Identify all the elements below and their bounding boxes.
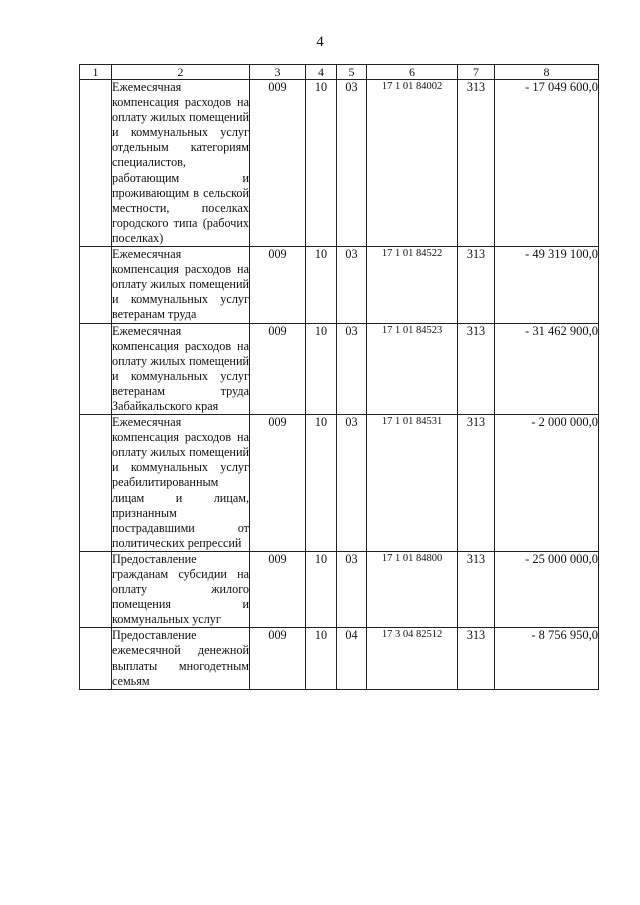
row-number-cell: [80, 80, 112, 247]
column-header-6: 6: [367, 65, 458, 80]
row-number-cell: [80, 628, 112, 689]
ministry-code-cell: 009: [250, 551, 306, 627]
expense-name-cell: Ежемесячная компенсация расходов на оплату жилых помещений и коммунальных услуг реабилитированным лицам и лицам, признанным пострадавшими от политических репрессий: [112, 415, 249, 550]
expense-type-cell: 313: [458, 323, 495, 415]
amount-cell: - 31 462 900,0: [495, 323, 599, 415]
subsection-code-cell: 03: [337, 80, 367, 247]
target-article-cell: 17 1 01 84523: [367, 323, 458, 415]
table-row: [80, 415, 599, 552]
section-code-cell: 10: [306, 628, 337, 689]
budget-table: [79, 64, 599, 690]
column-header-3: 3: [250, 65, 306, 80]
subsection-code-cell: 03: [337, 551, 367, 627]
amount-cell: - 2 000 000,0: [495, 415, 599, 552]
expense-name-cell: Ежемесячная компенсация расходов на оплату жилых помещений и коммунальных услуг ветеранам труда Забайкальского края: [112, 323, 249, 413]
column-header-7: 7: [458, 65, 495, 80]
subsection-code-cell: 03: [337, 247, 367, 323]
column-header-2: 2: [112, 65, 250, 80]
column-header-8: 8: [495, 65, 599, 80]
header-row: [80, 65, 599, 80]
section-code-cell: 10: [306, 247, 337, 323]
amount-cell: - 25 000 000,0: [495, 551, 599, 627]
section-code-cell: 10: [306, 415, 337, 552]
ministry-code-cell: 009: [250, 415, 306, 552]
expense-type-cell: 313: [458, 551, 495, 627]
expense-name-cell: Предоставление гражданам субсидии на оплату жилого помещения и коммунальных услуг: [112, 551, 249, 627]
table-row: [80, 80, 599, 247]
target-article-cell: 17 1 01 84531: [367, 415, 458, 552]
row-number-cell: [80, 323, 112, 415]
row-number-cell: [80, 247, 112, 323]
target-article-cell: 17 1 01 84002: [367, 80, 458, 247]
row-number-cell: [80, 551, 112, 627]
target-article-cell: 17 1 01 84800: [367, 551, 458, 627]
column-header-1: 1: [80, 65, 112, 80]
section-code-cell: 10: [306, 551, 337, 627]
expense-type-cell: 313: [458, 80, 495, 247]
column-header-5: 5: [337, 65, 367, 80]
expense-name-cell: Ежемесячная компенсация расходов на оплату жилых помещений и коммунальных услуг отдельным категориям специалистов, работающим и проживающим в сельской местности, поселках городского типа (рабочих поселках): [112, 80, 249, 245]
subsection-code-cell: 03: [337, 323, 367, 415]
target-article-cell: 17 3 04 82512: [367, 628, 458, 689]
ministry-code-cell: 009: [250, 80, 306, 247]
page-number: 4: [316, 34, 324, 50]
amount-cell: - 49 319 100,0: [495, 247, 599, 323]
ministry-code-cell: 009: [250, 628, 306, 689]
expense-name-cell: Предоставление ежемесячной денежной выплаты многодетным семьям: [112, 628, 249, 688]
ministry-code-cell: 009: [250, 323, 306, 415]
section-code-cell: 10: [306, 323, 337, 415]
amount-cell: - 8 756 950,0: [495, 628, 599, 689]
table-row: [80, 323, 599, 415]
subsection-code-cell: 04: [337, 628, 367, 689]
amount-cell: - 17 049 600,0: [495, 80, 599, 247]
subsection-code-cell: 03: [337, 415, 367, 552]
expense-type-cell: 313: [458, 415, 495, 552]
table-row: [80, 551, 599, 627]
expense-type-cell: 313: [458, 247, 495, 323]
table-row: [80, 247, 599, 323]
row-number-cell: [80, 415, 112, 552]
expense-type-cell: 313: [458, 628, 495, 689]
section-code-cell: 10: [306, 80, 337, 247]
ministry-code-cell: 009: [250, 247, 306, 323]
column-header-4: 4: [306, 65, 337, 80]
table-row: [80, 628, 599, 689]
target-article-cell: 17 1 01 84522: [367, 247, 458, 323]
expense-name-cell: Ежемесячная компенсация расходов на оплату жилых помещений и коммунальных услуг ветеранам труда: [112, 247, 249, 322]
